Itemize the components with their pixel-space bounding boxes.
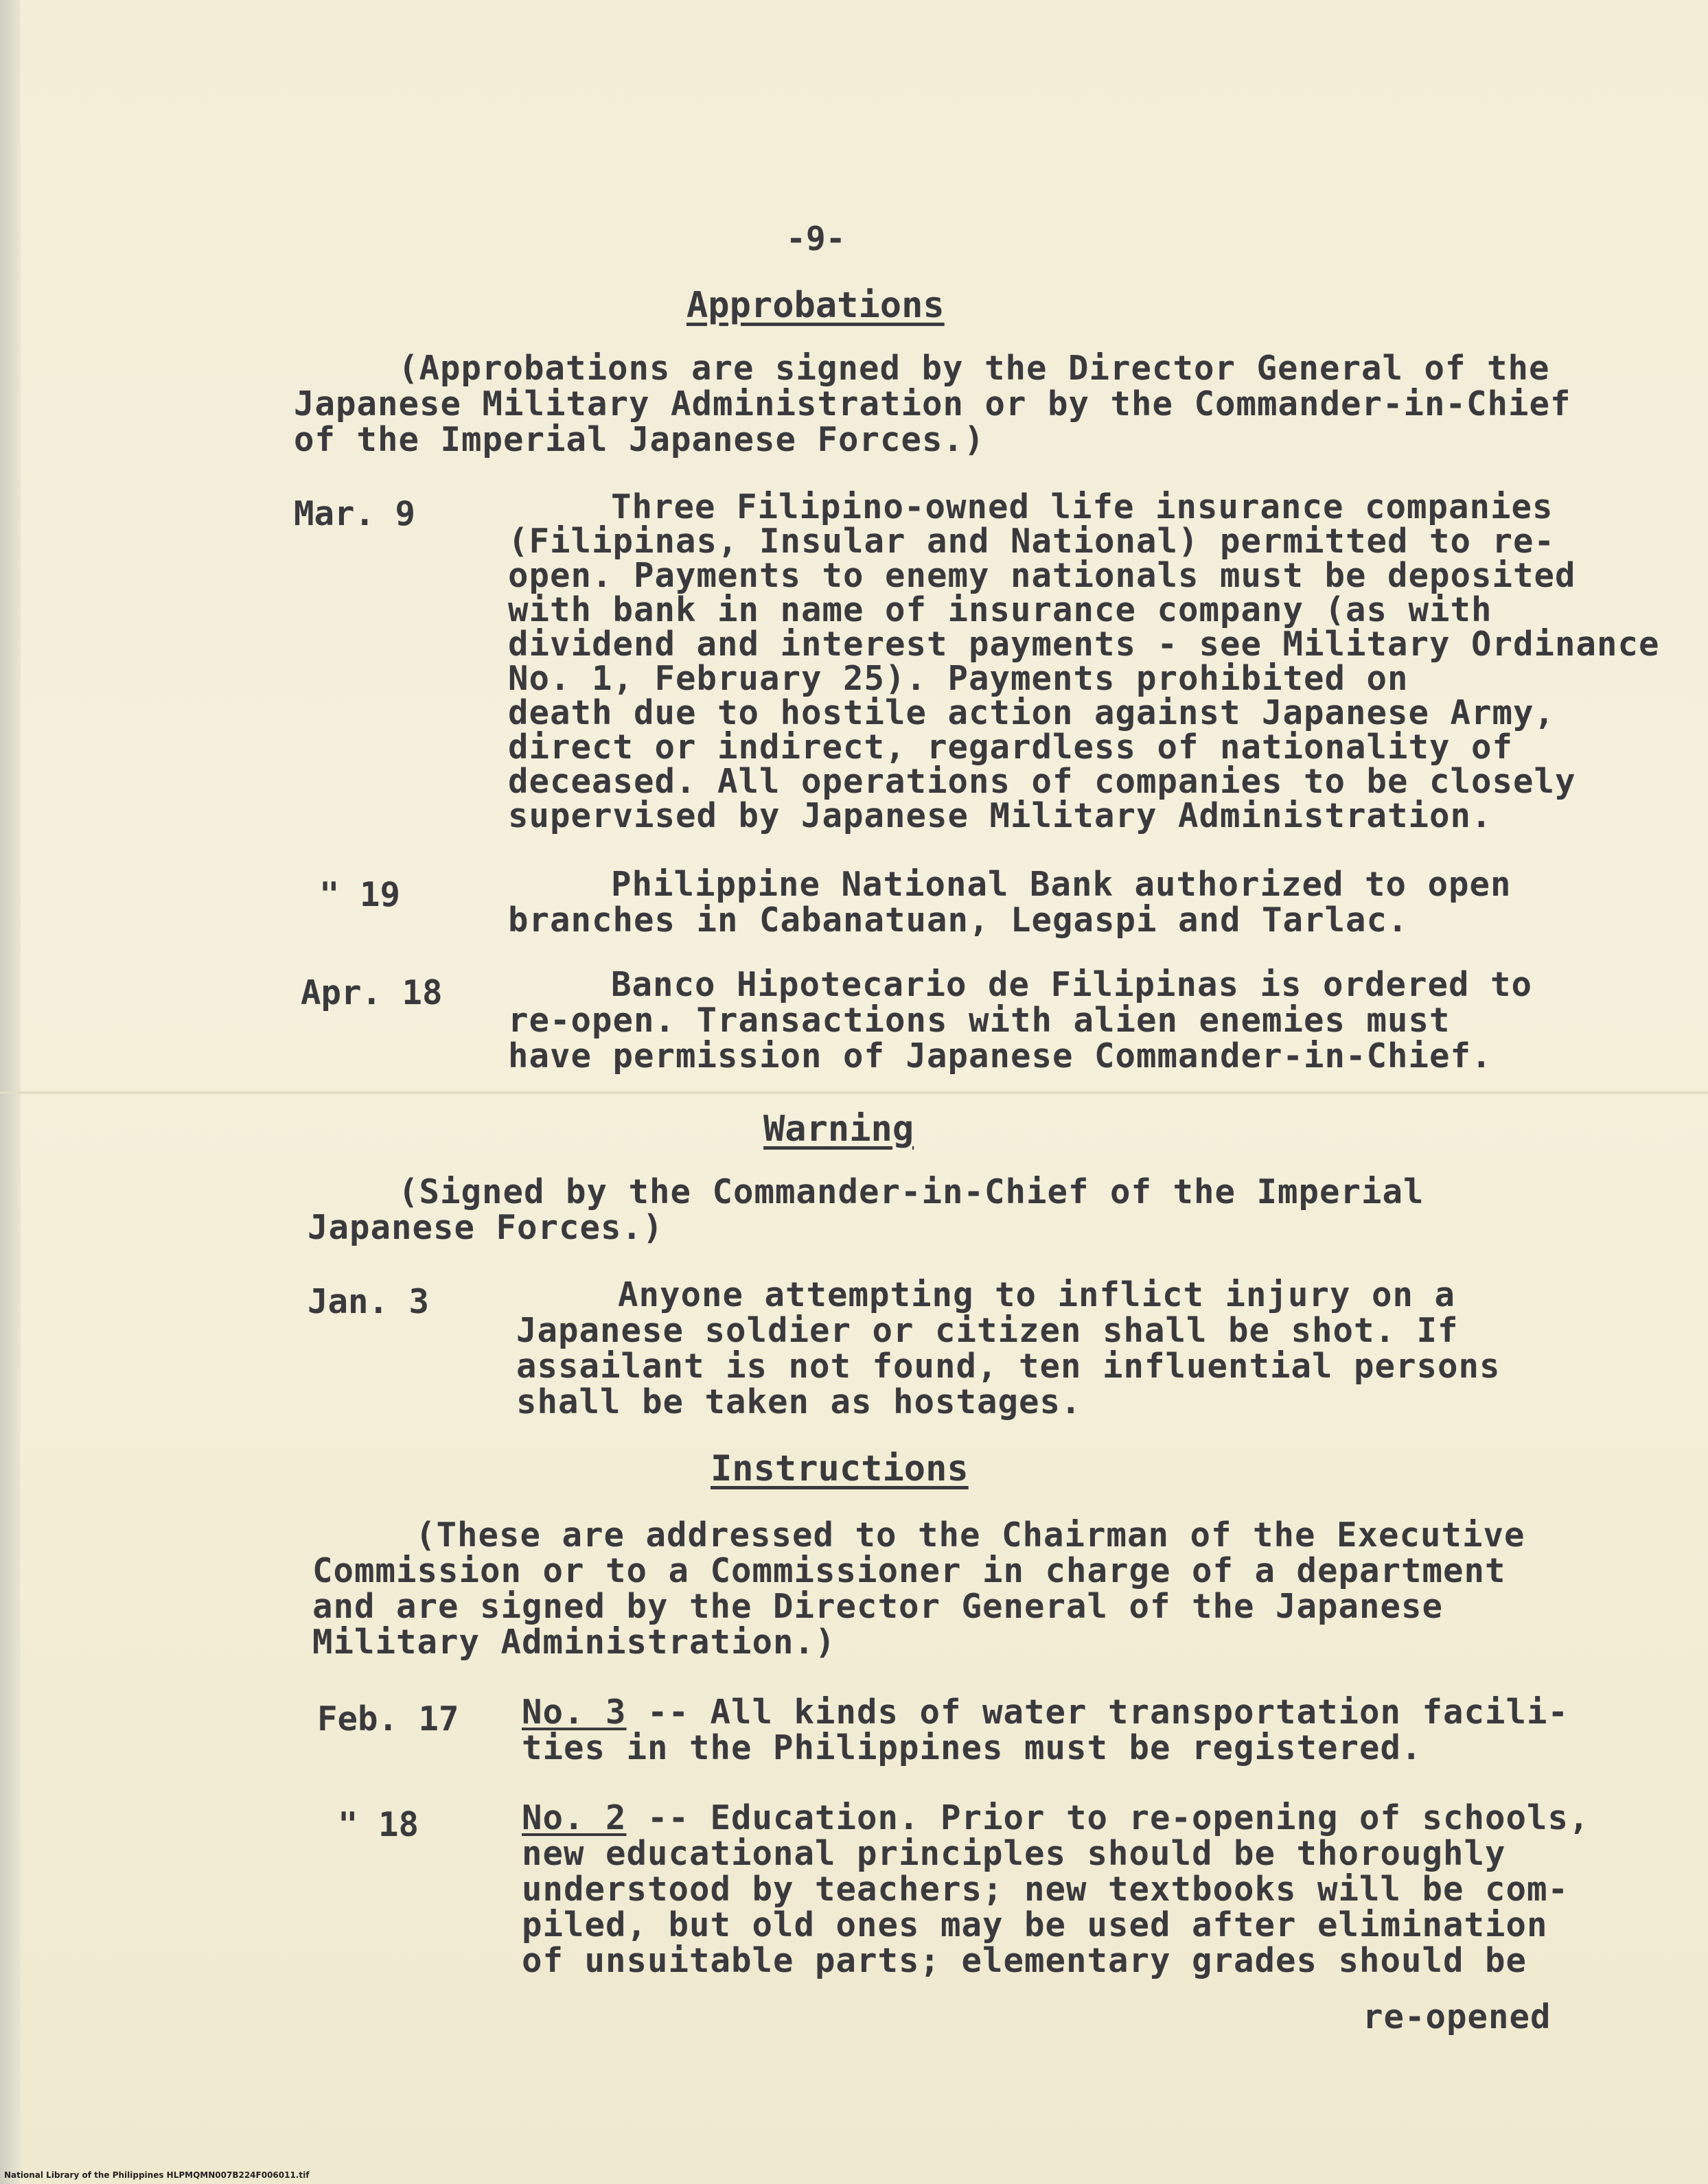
note-line: (Approbations are signed by the Director General of the bbox=[398, 349, 1550, 388]
note-line: Commission or to a Commissioner in charge of a department bbox=[312, 1551, 1506, 1590]
note-line: Japanese Military Administration or by the Commander-in-Chief bbox=[294, 384, 1571, 423]
entry-date: Mar. 9 bbox=[294, 494, 416, 533]
entry-line: (Filipinas, Insular and National) permitted to re- bbox=[508, 522, 1556, 561]
entry-line: No. 1, February 25). Payments prohibited on bbox=[508, 659, 1409, 698]
entry-line: direct or indirect, regardless of nationality of bbox=[508, 728, 1514, 767]
instruction-number: No. 2 bbox=[522, 1798, 627, 1837]
note-line: (These are addressed to the Chairman of the Executive bbox=[415, 1515, 1525, 1555]
entry-line: supervised by Japanese Military Administration. bbox=[508, 796, 1492, 835]
entry-line: of unsuitable parts; elementary grades should be bbox=[522, 1941, 1527, 1980]
entry-text: -- All kinds of water transportation facili- bbox=[626, 1693, 1569, 1732]
entry-line: ties in the Philippines must be registered. bbox=[522, 1728, 1422, 1767]
fold-line bbox=[0, 1091, 1708, 1094]
entry-date: Feb. 17 bbox=[317, 1699, 459, 1739]
entry-line bbox=[522, 1800, 1590, 1837]
page-number: -9- bbox=[786, 220, 846, 258]
entry-date: " 18 bbox=[338, 1805, 419, 1844]
entry-line: death due to hostile action against Japanese Army, bbox=[508, 693, 1556, 732]
catchword: re-opened bbox=[1363, 1997, 1551, 2036]
entry-line: Banco Hipotecario de Filipinas is ordered to bbox=[611, 965, 1533, 1004]
entry-line: shall be taken as hostages. bbox=[516, 1382, 1082, 1421]
entry-line: Three Filipino-owned life insurance companies bbox=[611, 487, 1554, 526]
entry-text: -- Education. Prior to re-opening of schools, bbox=[626, 1798, 1590, 1837]
note-line: and are signed by the Director General of the Japanese bbox=[312, 1587, 1444, 1626]
note-line: (Signed by the Commander-in-Chief of the Imperial bbox=[398, 1172, 1424, 1211]
instruction-number: No. 3 bbox=[522, 1693, 627, 1732]
entry-line: assailant is not found, ten influential persons bbox=[516, 1347, 1501, 1386]
entry-line: understood by teachers; new textbooks will be com- bbox=[522, 1870, 1569, 1909]
note-line: Military Administration.) bbox=[312, 1623, 836, 1662]
note-line: Japanese Forces.) bbox=[308, 1208, 664, 1247]
entry-line: Anyone attempting to inflict injury on a bbox=[618, 1275, 1456, 1314]
entry-line: Japanese soldier or citizen shall be shot. If bbox=[516, 1311, 1459, 1350]
note-line: of the Imperial Japanese Forces.) bbox=[294, 420, 985, 459]
entry-line: Philippine National Bank authorized to open bbox=[611, 865, 1512, 904]
entry-line: re-open. Transactions with alien enemies must bbox=[508, 1001, 1451, 1040]
entry-line: have permission of Japanese Commander-in-Chief. bbox=[508, 1036, 1492, 1076]
entry-line: open. Payments to enemy nationals must be deposited bbox=[508, 556, 1576, 595]
entry-line: dividend and interest payments - see Military Ordinance bbox=[508, 625, 1660, 664]
entry-date: " 19 bbox=[319, 875, 401, 914]
section-heading-warning: Warning bbox=[763, 1108, 914, 1150]
entry-line: branches in Cabanatuan, Legaspi and Tarlac. bbox=[508, 901, 1409, 940]
entry-date: Apr. 18 bbox=[301, 973, 443, 1012]
section-heading-approbations: Approbations bbox=[686, 285, 945, 326]
archive-footer: National Library of the Philippines HLPMQMN007B224F006011.tif bbox=[4, 2170, 310, 2180]
entry-line: piled, but old ones may be used after elimination bbox=[522, 1905, 1548, 1944]
entry-line bbox=[522, 1694, 1569, 1731]
entry-line: with bank in name of insurance company (as with bbox=[508, 590, 1492, 629]
entry-line: new educational principles should be thoroughly bbox=[522, 1834, 1506, 1873]
entry-line: deceased. All operations of companies to be closely bbox=[508, 762, 1576, 801]
section-heading-instructions: Instructions bbox=[711, 1448, 969, 1489]
entry-date: Jan. 3 bbox=[308, 1282, 430, 1321]
